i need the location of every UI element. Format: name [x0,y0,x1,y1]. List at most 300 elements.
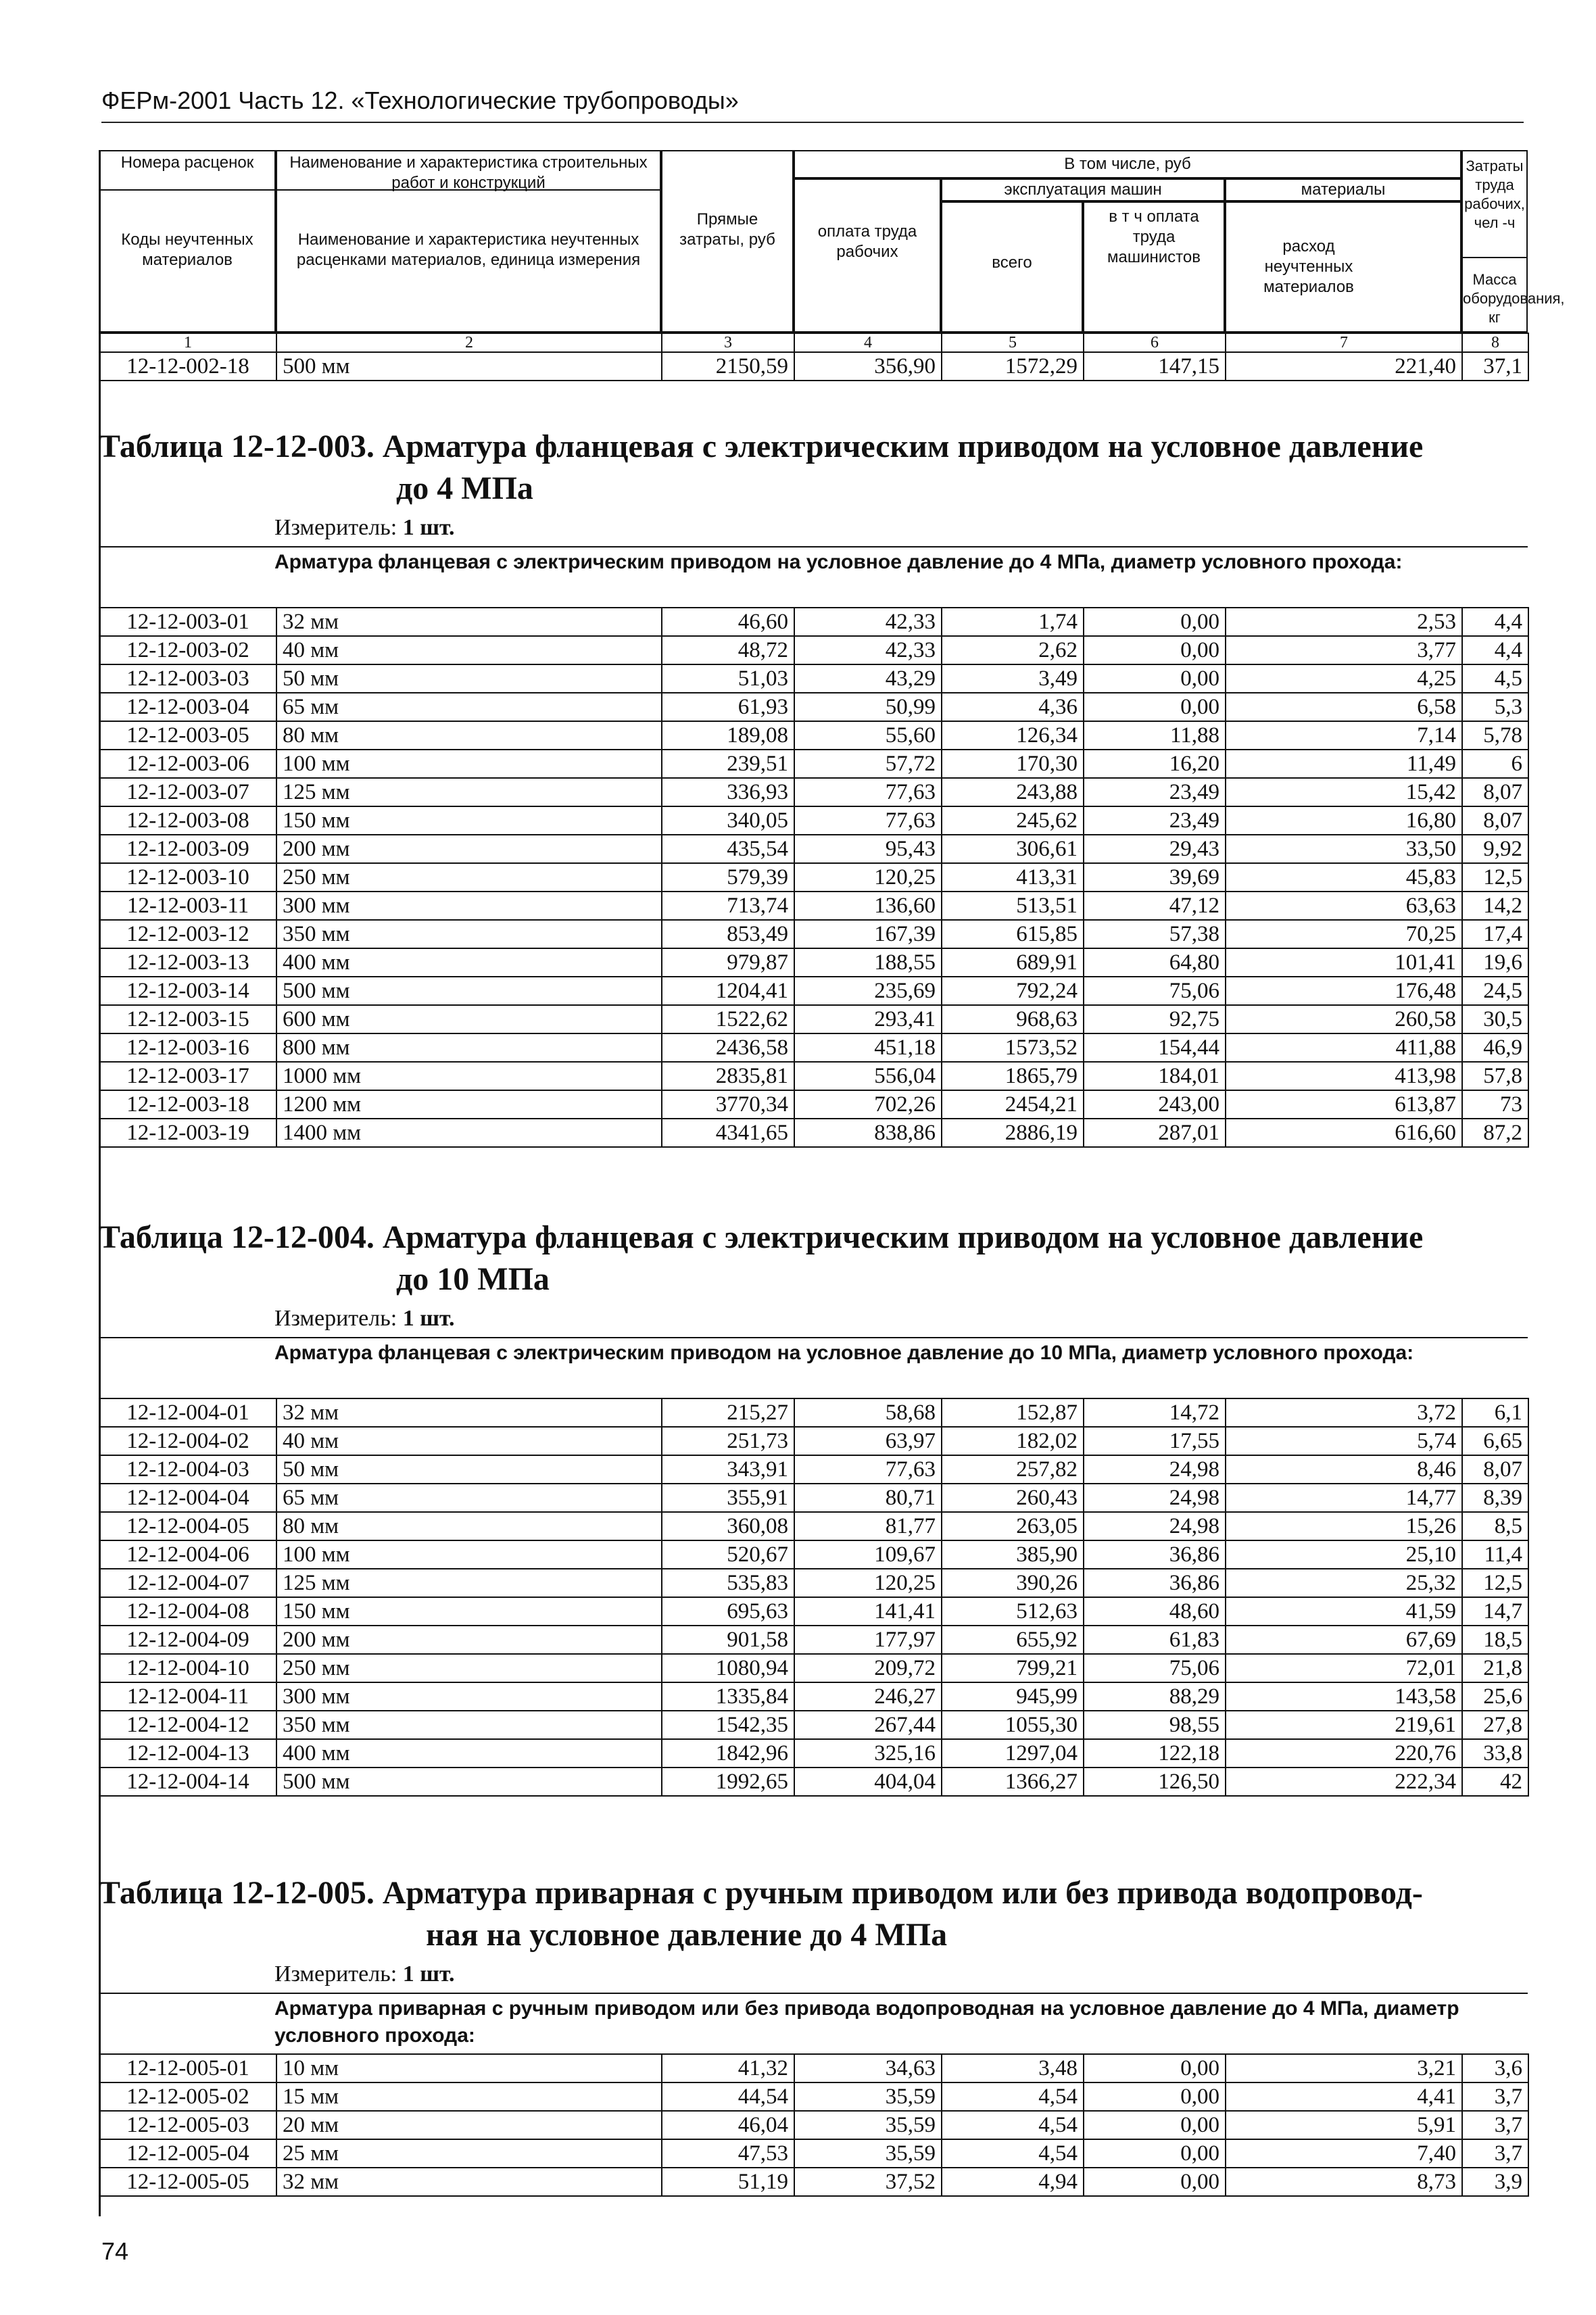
cell-materials: 11,49 [1226,750,1462,778]
cell-operators-pay: 0,00 [1084,636,1226,664]
cell-labor-hours: 17,4 [1462,920,1528,948]
page-number: 74 [101,2237,129,2265]
cell-code: 12-12-003-16 [99,1033,276,1062]
col-number: 3 [662,333,794,352]
cell-labor-pay: 325,16 [794,1739,942,1768]
cell-labor-pay: 57,72 [794,750,942,778]
cell-machines-total: 257,82 [942,1455,1084,1484]
cell-materials: 4,25 [1226,664,1462,693]
cell-materials: 143,58 [1226,1682,1462,1711]
cell-machines-total: 513,51 [942,892,1084,920]
table-row [99,2054,1528,2082]
cell-labor-pay: 293,41 [794,1005,942,1033]
meter-line [274,1961,455,1987]
col-number: 8 [1462,333,1528,352]
table-description: Арматура приварная с ручным приводом или без привода водопроводная на условное давление до 4 МПа, диаметр условного прохода: [274,1997,1459,2047]
cell-name: 65 мм [276,693,662,721]
table-title-line2: ная на условное давление до 4 МПа [426,1917,948,1953]
cell-operators-pay: 36,86 [1084,1540,1226,1569]
cell-labor-pay: 42,33 [794,608,942,636]
cell-operators-pay: 0,00 [1084,2082,1226,2111]
cell-name: 250 мм [276,1654,662,1682]
cell-direct-cost: 520,67 [662,1540,794,1569]
cell-machines-total: 1573,52 [942,1033,1084,1062]
cell-direct-cost: 695,63 [662,1597,794,1626]
cell-code: 12-12-002-18 [99,352,276,381]
cell-labor-pay: 42,33 [794,636,942,664]
table-row [99,977,1528,1005]
cell-machines-total: 792,24 [942,977,1084,1005]
cell-materials: 5,91 [1226,2111,1462,2139]
cell-materials: 72,01 [1226,1654,1462,1682]
cell-labor-hours: 24,5 [1462,977,1528,1005]
cell-materials: 25,32 [1226,1569,1462,1597]
cell-labor-hours: 8,5 [1462,1512,1528,1540]
table-title [99,1872,1528,1956]
cell-labor-hours: 3,7 [1462,2111,1528,2139]
cell-labor-hours: 21,8 [1462,1654,1528,1682]
cell-operators-pay: 75,06 [1084,1654,1226,1682]
cell-direct-cost: 51,03 [662,664,794,693]
cell-name: 1400 мм [276,1119,662,1147]
cell-labor-hours: 25,6 [1462,1682,1528,1711]
meter-line [274,1306,455,1332]
cell-direct-cost: 435,54 [662,835,794,863]
cell-code: 12-12-004-03 [99,1455,276,1484]
cell-materials: 3,72 [1226,1398,1462,1427]
cell-labor-pay: 136,60 [794,892,942,920]
column-numbers-row [99,333,1528,352]
cell-name: 32 мм [276,2168,662,2196]
header-col5: всего [992,253,1032,272]
cell-direct-cost: 979,87 [662,948,794,977]
cell-name: 1000 мм [276,1062,662,1090]
cell-direct-cost: 853,49 [662,920,794,948]
cell-direct-cost: 2150,59 [662,352,794,381]
table-row [99,2111,1528,2139]
cell-direct-cost: 336,93 [662,778,794,806]
cell-labor-hours: 3,7 [1462,2082,1528,2111]
cell-code: 12-12-003-13 [99,948,276,977]
cell-labor-hours: 3,7 [1462,2139,1528,2168]
cell-operators-pay: 23,49 [1084,778,1226,806]
cell-materials: 7,40 [1226,2139,1462,2168]
cell-direct-cost: 2436,58 [662,1033,794,1062]
cell-labor-pay: 77,63 [794,806,942,835]
cell-materials: 220,76 [1226,1739,1462,1768]
table-row [99,1569,1528,1597]
cell-code: 12-12-004-09 [99,1626,276,1654]
table-title-line2: до 10 МПа [396,1261,550,1297]
table-row [99,636,1528,664]
col-number: 5 [942,333,1084,352]
header-col1-top: Номера расценок [120,153,254,172]
meter-line [274,515,455,541]
cell-materials: 221,40 [1226,352,1462,381]
cell-labor-pay: 58,68 [794,1398,942,1427]
table-row [99,1062,1528,1090]
cell-materials: 413,98 [1226,1062,1462,1090]
col-number: 4 [794,333,942,352]
table-row [99,352,1528,381]
cell-name: 100 мм [276,750,662,778]
cell-materials: 260,58 [1226,1005,1462,1033]
cell-machines-total: 968,63 [942,1005,1084,1033]
cell-labor-pay: 451,18 [794,1033,942,1062]
cell-code: 12-12-005-02 [99,2082,276,2111]
cell-machines-total: 126,34 [942,721,1084,750]
cell-operators-pay: 184,01 [1084,1062,1226,1090]
cell-name: 20 мм [276,2111,662,2139]
cell-direct-cost: 1522,62 [662,1005,794,1033]
description-divider [99,1337,1528,1338]
cell-labor-pay: 35,59 [794,2139,942,2168]
cell-materials: 101,41 [1226,948,1462,977]
cell-labor-pay: 120,25 [794,1569,942,1597]
cell-labor-pay: 209,72 [794,1654,942,1682]
cell-direct-cost: 901,58 [662,1626,794,1654]
cell-materials: 70,25 [1226,920,1462,948]
cell-labor-pay: 267,44 [794,1711,942,1739]
table-description: Арматура фланцевая с электрическим приводом на условное давление до 4 МПа, диаметр условного прохода: [274,551,1403,573]
table-row [99,750,1528,778]
cell-code: 12-12-003-06 [99,750,276,778]
cell-code: 12-12-003-09 [99,835,276,863]
header-col2-top: Наименование и характеристика строительных работ и конструкций [289,153,648,192]
cell-direct-cost: 340,05 [662,806,794,835]
cell-labor-pay: 167,39 [794,920,942,948]
cell-materials: 8,46 [1226,1455,1462,1484]
cell-labor-hours: 42 [1462,1768,1528,1796]
cell-machines-total: 1,74 [942,608,1084,636]
cell-direct-cost: 360,08 [662,1512,794,1540]
cell-direct-cost: 2835,81 [662,1062,794,1090]
cell-operators-pay: 48,60 [1084,1597,1226,1626]
meter-label: Измеритель: [274,1961,397,1987]
meter-value: 1 шт. [402,515,455,540]
cell-operators-pay: 0,00 [1084,2054,1226,2082]
cell-machines-total: 2454,21 [942,1090,1084,1119]
cell-machines-total: 945,99 [942,1682,1084,1711]
cell-labor-pay: 109,67 [794,1540,942,1569]
cell-labor-hours: 73 [1462,1090,1528,1119]
cell-machines-total: 152,87 [942,1398,1084,1427]
cell-labor-pay: 77,63 [794,1455,942,1484]
meter-label: Измеритель: [274,1306,397,1331]
cell-machines-total: 385,90 [942,1540,1084,1569]
cell-direct-cost: 239,51 [662,750,794,778]
table-title-line2: до 4 МПа [396,470,533,506]
cell-direct-cost: 355,91 [662,1484,794,1512]
cell-operators-pay: 88,29 [1084,1682,1226,1711]
cell-labor-hours: 9,92 [1462,835,1528,863]
table-row [99,1005,1528,1033]
cell-labor-pay: 702,26 [794,1090,942,1119]
cell-labor-pay: 177,97 [794,1626,942,1654]
header-col6: в т ч оплата труда машинистов [1107,208,1201,266]
cell-labor-hours: 30,5 [1462,1005,1528,1033]
cell-operators-pay: 11,88 [1084,721,1226,750]
cell-machines-total: 512,63 [942,1597,1084,1626]
meter-value: 1 шт. [402,1961,455,1987]
description-divider [99,1993,1528,1994]
cell-machines-total: 245,62 [942,806,1084,835]
cell-name: 400 мм [276,1739,662,1768]
cell-machines-total: 4,54 [942,2139,1084,2168]
cell-materials: 15,42 [1226,778,1462,806]
cell-code: 12-12-003-02 [99,636,276,664]
header-col1-bottom: Коды неучтенных материалов [121,230,253,269]
cell-code: 12-12-003-15 [99,1005,276,1033]
cell-labor-hours: 14,7 [1462,1597,1528,1626]
header-col8-top: Затраты труда рабочих, чел -ч [1464,157,1525,231]
cell-code: 12-12-003-03 [99,664,276,693]
cell-code: 12-12-004-13 [99,1739,276,1768]
cell-direct-cost: 343,91 [662,1455,794,1484]
cell-machines-total: 243,88 [942,778,1084,806]
cell-code: 12-12-004-12 [99,1711,276,1739]
col-number: 7 [1226,333,1462,352]
cell-labor-hours: 8,07 [1462,806,1528,835]
cell-labor-pay: 50,99 [794,693,942,721]
cell-labor-pay: 63,97 [794,1427,942,1455]
table-row [99,892,1528,920]
cell-materials: 41,59 [1226,1597,1462,1626]
header-col4: оплата труда рабочих [817,222,917,261]
cell-labor-hours: 27,8 [1462,1711,1528,1739]
cell-machines-total: 3,49 [942,664,1084,693]
cell-materials: 222,34 [1226,1768,1462,1796]
cell-operators-pay: 0,00 [1084,2168,1226,2196]
cell-labor-hours: 11,4 [1462,1540,1528,1569]
cell-code: 12-12-003-19 [99,1119,276,1147]
cell-labor-pay: 556,04 [794,1062,942,1090]
pricing-table-12-12-004 [99,1398,1529,1797]
cell-machines-total: 306,61 [942,835,1084,863]
cell-code: 12-12-005-03 [99,2111,276,2139]
cell-machines-total: 615,85 [942,920,1084,948]
pricing-table-12-12-005 [99,2053,1529,2197]
cell-labor-hours: 8,39 [1462,1484,1528,1512]
cell-materials: 15,26 [1226,1512,1462,1540]
cell-labor-pay: 838,86 [794,1119,942,1147]
table-title-line1: Таблица 12-12-003. Арматура фланцевая с электрическим приводом на условное давление [99,429,1424,464]
cell-labor-hours: 3,6 [1462,2054,1528,2082]
cell-machines-total: 260,43 [942,1484,1084,1512]
cell-operators-pay: 47,12 [1084,892,1226,920]
cell-machines-total: 4,54 [942,2082,1084,2111]
cell-name: 150 мм [276,1597,662,1626]
cell-materials: 63,63 [1226,892,1462,920]
cell-machines-total: 2,62 [942,636,1084,664]
cell-code: 12-12-003-11 [99,892,276,920]
cell-labor-pay: 246,27 [794,1682,942,1711]
cell-name: 80 мм [276,1512,662,1540]
table-row [99,863,1528,892]
cell-operators-pay: 243,00 [1084,1090,1226,1119]
cell-direct-cost: 1992,65 [662,1768,794,1796]
cell-code: 12-12-003-07 [99,778,276,806]
cell-direct-cost: 46,04 [662,2111,794,2139]
cell-name: 500 мм [276,977,662,1005]
cell-operators-pay: 147,15 [1084,352,1226,381]
cell-operators-pay: 0,00 [1084,608,1226,636]
table-row [99,664,1528,693]
cell-name: 40 мм [276,1427,662,1455]
cell-operators-pay: 154,44 [1084,1033,1226,1062]
cell-code: 12-12-003-17 [99,1062,276,1090]
cell-name: 250 мм [276,863,662,892]
cell-direct-cost: 535,83 [662,1569,794,1597]
cell-direct-cost: 1335,84 [662,1682,794,1711]
cell-name: 125 мм [276,778,662,806]
cell-name: 32 мм [276,1398,662,1427]
cell-machines-total: 413,31 [942,863,1084,892]
cell-machines-total: 1865,79 [942,1062,1084,1090]
cell-name: 500 мм [276,352,662,381]
cell-code: 12-12-003-05 [99,721,276,750]
cell-operators-pay: 24,98 [1084,1512,1226,1540]
cell-labor-hours: 18,5 [1462,1626,1528,1654]
cell-direct-cost: 61,93 [662,693,794,721]
cell-name: 300 мм [276,1682,662,1711]
cell-operators-pay: 24,98 [1084,1455,1226,1484]
cell-operators-pay: 0,00 [1084,693,1226,721]
table-row [99,2139,1528,2168]
cell-code: 12-12-003-08 [99,806,276,835]
cell-machines-total: 4,54 [942,2111,1084,2139]
cell-labor-hours: 6,65 [1462,1427,1528,1455]
cell-direct-cost: 48,72 [662,636,794,664]
cell-labor-hours: 12,5 [1462,863,1528,892]
cell-operators-pay: 122,18 [1084,1739,1226,1768]
cell-name: 32 мм [276,608,662,636]
cell-code: 12-12-005-01 [99,2054,276,2082]
table-row [99,1090,1528,1119]
cell-materials: 219,61 [1226,1711,1462,1739]
cell-operators-pay: 75,06 [1084,977,1226,1005]
cell-labor-hours: 14,2 [1462,892,1528,920]
cell-name: 40 мм [276,636,662,664]
cell-labor-hours: 8,07 [1462,1455,1528,1484]
cell-labor-hours: 5,78 [1462,721,1528,750]
cell-code: 12-12-005-05 [99,2168,276,2196]
cell-labor-hours: 6,1 [1462,1398,1528,1427]
table-row [99,1484,1528,1512]
cell-name: 125 мм [276,1569,662,1597]
cell-operators-pay: 92,75 [1084,1005,1226,1033]
cell-materials: 14,77 [1226,1484,1462,1512]
cell-labor-pay: 43,29 [794,664,942,693]
cell-name: 65 мм [276,1484,662,1512]
cell-materials: 25,10 [1226,1540,1462,1569]
cell-materials: 6,58 [1226,693,1462,721]
cell-direct-cost: 44,54 [662,2082,794,2111]
cell-materials: 613,87 [1226,1090,1462,1119]
cell-operators-pay: 17,55 [1084,1427,1226,1455]
cell-machines-total: 4,94 [942,2168,1084,2196]
cell-operators-pay: 39,69 [1084,863,1226,892]
cell-labor-pay: 188,55 [794,948,942,977]
cell-direct-cost: 189,08 [662,721,794,750]
cell-name: 350 мм [276,1711,662,1739]
cell-labor-pay: 37,52 [794,2168,942,2196]
header-exploit: эксплуатация машин [1004,180,1162,199]
cell-name: 600 мм [276,1005,662,1033]
description-divider [99,546,1528,547]
table-title [99,1217,1528,1300]
cell-materials: 176,48 [1226,977,1462,1005]
cell-code: 12-12-004-11 [99,1682,276,1711]
cell-code: 12-12-004-01 [99,1398,276,1427]
header-col8-bottom: Масса оборудования, кг [1463,271,1565,326]
header-numbers-table [99,333,1529,381]
cell-code: 12-12-003-01 [99,608,276,636]
cell-name: 200 мм [276,1626,662,1654]
cell-materials: 3,21 [1226,2054,1462,2082]
cell-code: 12-12-003-10 [99,863,276,892]
cell-labor-hours: 4,5 [1462,664,1528,693]
pricing-table-12-12-003 [99,607,1529,1148]
running-header: ФЕРм-2001 Часть 12. «Технологические трубопроводы» [101,87,1524,123]
header-incl: В том числе, руб [1064,155,1191,173]
cell-materials: 16,80 [1226,806,1462,835]
cell-code: 12-12-003-12 [99,920,276,948]
cell-machines-total: 1572,29 [942,352,1084,381]
table-column-header [99,150,1565,333]
table-row [99,1597,1528,1626]
cell-labor-hours: 33,8 [1462,1739,1528,1768]
cell-operators-pay: 64,80 [1084,948,1226,977]
meter-value: 1 шт. [402,1306,455,1331]
cell-machines-total: 799,21 [942,1654,1084,1682]
table-row [99,721,1528,750]
cell-direct-cost: 579,39 [662,863,794,892]
cell-name: 10 мм [276,2054,662,2082]
table-row [99,1119,1528,1147]
cell-name: 150 мм [276,806,662,835]
cell-labor-pay: 120,25 [794,863,942,892]
cell-direct-cost: 47,53 [662,2139,794,2168]
cell-code: 12-12-004-04 [99,1484,276,1512]
cell-code: 12-12-003-04 [99,693,276,721]
cell-operators-pay: 23,49 [1084,806,1226,835]
table-row [99,1626,1528,1654]
cell-labor-pay: 34,63 [794,2054,942,2082]
cell-machines-total: 182,02 [942,1427,1084,1455]
cell-name: 100 мм [276,1540,662,1569]
cell-direct-cost: 51,19 [662,2168,794,2196]
cell-code: 12-12-003-14 [99,977,276,1005]
cell-operators-pay: 61,83 [1084,1626,1226,1654]
cell-direct-cost: 4341,65 [662,1119,794,1147]
cell-direct-cost: 46,60 [662,608,794,636]
cell-direct-cost: 41,32 [662,2054,794,2082]
table-row [99,2082,1528,2111]
cell-operators-pay: 57,38 [1084,920,1226,948]
header-col2-bottom: Наименование и характеристика неучтенных расценками материалов, единица измерения [296,230,641,269]
cell-code: 12-12-003-18 [99,1090,276,1119]
cell-direct-cost: 1542,35 [662,1711,794,1739]
col-number: 2 [276,333,662,352]
cell-name: 15 мм [276,2082,662,2111]
cell-operators-pay: 16,20 [1084,750,1226,778]
cell-machines-total: 263,05 [942,1512,1084,1540]
cell-labor-pay: 35,59 [794,2082,942,2111]
cell-name: 80 мм [276,721,662,750]
table-row [99,920,1528,948]
cell-direct-cost: 713,74 [662,892,794,920]
